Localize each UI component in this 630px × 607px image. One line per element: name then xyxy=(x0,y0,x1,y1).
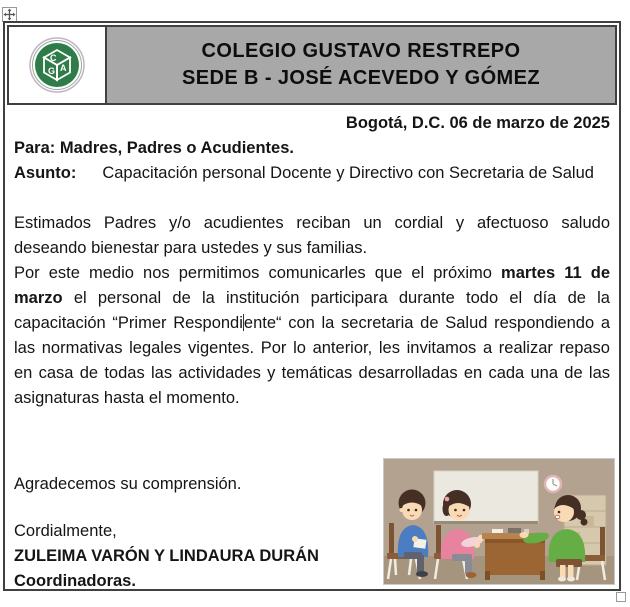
school-name-line2: SEDE B - JOSÉ ACEVEDO Y GÓMEZ xyxy=(182,67,540,89)
classroom-illustration xyxy=(383,458,615,585)
table-resize-handle[interactable] xyxy=(616,592,626,602)
school-logo-cell xyxy=(9,27,107,103)
signature-names: ZULEIMA VARÓN Y LINDAURA DURÁN xyxy=(14,547,319,565)
date-line: Bogotá, D.C. 06 de marzo de 2025 xyxy=(345,114,610,132)
letterhead xyxy=(7,25,617,105)
subject-line xyxy=(14,161,610,186)
svg-text:G: G xyxy=(48,66,56,76)
thanks-line: Agradecemos su comprensión. xyxy=(14,475,242,493)
blank-line xyxy=(14,186,610,211)
greeting-paragraph: Estimados Padres y/o acudientes reciban un cordial y afectuoso saludo deseando bienestar para ustedes y sus familias. xyxy=(14,214,610,257)
subject-label: Asunto: xyxy=(14,164,77,182)
body-text: ente“ con la secretaria de Salud respondiendo a las normativas legales vigentes. Por lo anterior, les invitamos a realizar repaso en casa de todas las actividades y temáticas desarrolladas en cada una de las asignaturas hasta el momento. xyxy=(14,314,610,407)
signature-role: Coordinadoras. xyxy=(14,572,136,590)
school-title xyxy=(107,27,615,103)
letter-content xyxy=(5,107,619,411)
body-paragraph xyxy=(14,261,610,411)
svg-text:C: C xyxy=(50,53,57,63)
table-move-handle-icon[interactable] xyxy=(2,7,17,22)
recipient-line: Para: Madres, Padres o Acudientes. xyxy=(14,139,294,157)
body-text: el personal de la institución participara durante todo el día de la capacitación “Primer Respondi xyxy=(14,289,610,332)
letter-body-container xyxy=(3,21,621,591)
parent-teacher-meeting-image xyxy=(384,459,614,584)
svg-text:A: A xyxy=(60,63,67,73)
closing-line: Cordialmente, xyxy=(14,522,117,540)
signature-block xyxy=(14,519,319,594)
school-logo-icon xyxy=(28,36,86,94)
body-text: Por este medio nos permitimos comunicarles que el próximo xyxy=(14,264,502,282)
school-name-line1: COLEGIO GUSTAVO RESTREPO xyxy=(201,40,521,62)
subject-text: Capacitación personal Docente y Directivo con Secretaria de Salud xyxy=(102,164,594,182)
body-bold-date: martes 11 de marzo xyxy=(14,264,610,307)
four-way-arrow-icon xyxy=(2,7,17,22)
